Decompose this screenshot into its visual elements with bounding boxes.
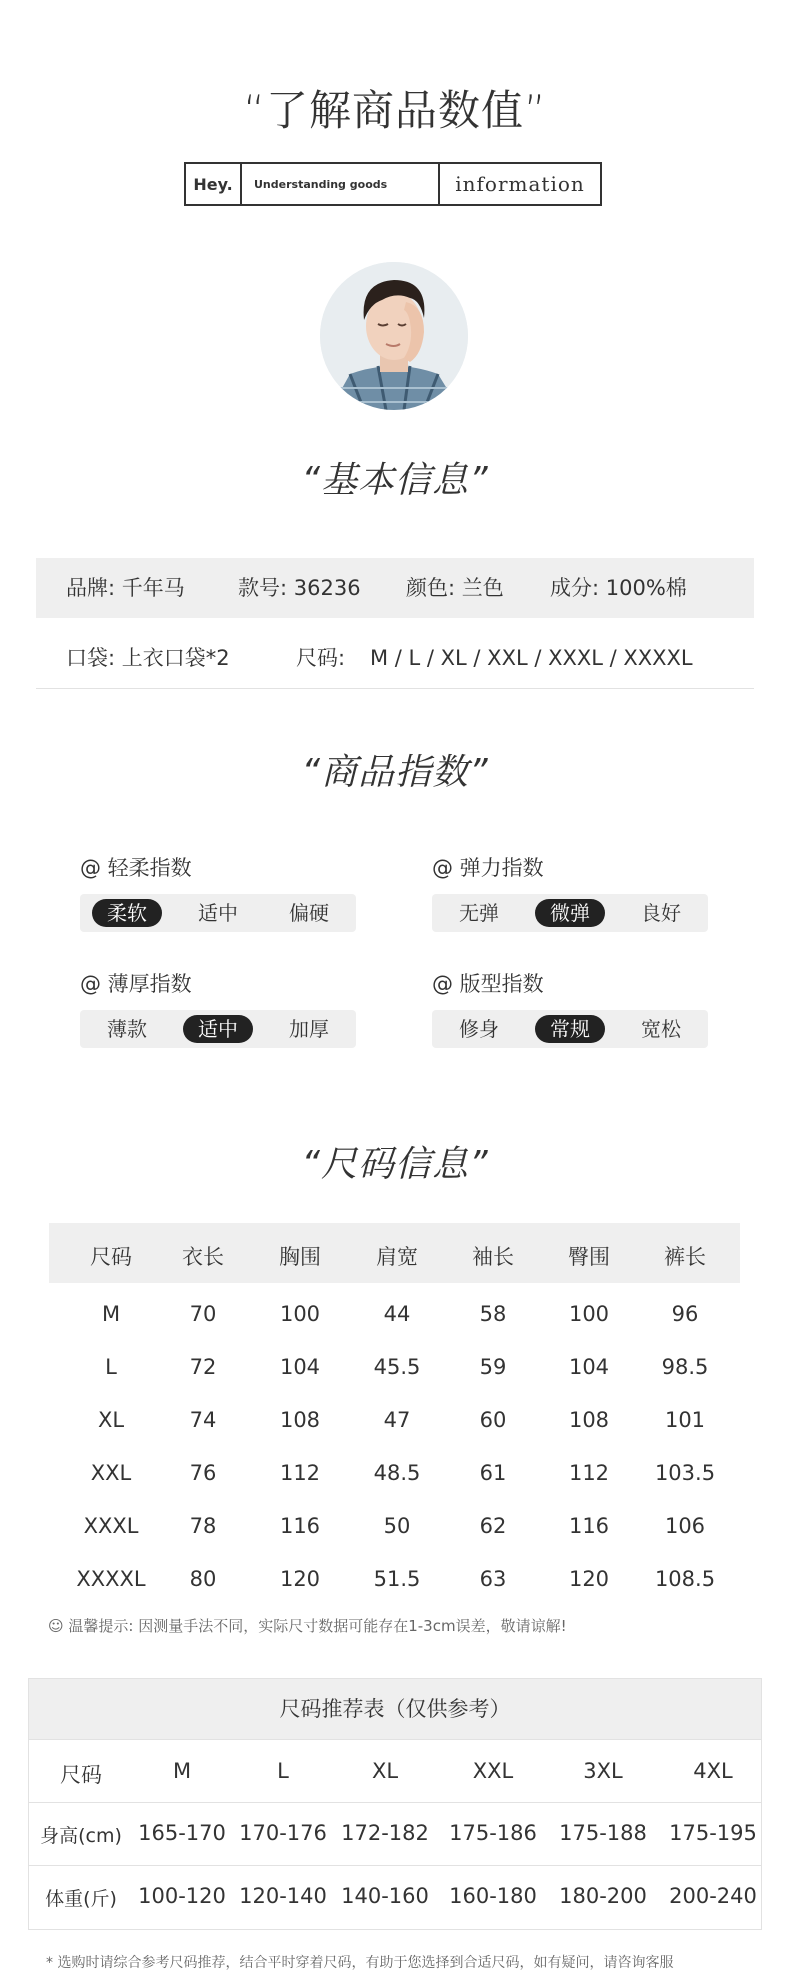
recommendation-cell: 175-186 bbox=[449, 1821, 537, 1845]
recommendation-cell: 180-200 bbox=[559, 1884, 647, 1908]
size-table-cell: 120 bbox=[279, 1567, 321, 1591]
size-table-cell: XL bbox=[97, 1408, 125, 1432]
understanding-label: Understanding goods bbox=[242, 164, 440, 204]
size-table-header-cell: 臀围 bbox=[568, 1245, 610, 1269]
fit-option-slim: 修身 bbox=[459, 1017, 499, 1041]
size-table-header-cell: 胸围 bbox=[279, 1245, 321, 1269]
material-text: 成分: 100%棉 bbox=[550, 576, 687, 600]
size-table-cell: 63 bbox=[479, 1567, 507, 1591]
size-table-cell: 120 bbox=[568, 1567, 610, 1591]
size-table-cell: 112 bbox=[568, 1461, 610, 1485]
size-table-cell: 74 bbox=[189, 1408, 217, 1432]
size-label-text: 尺码: bbox=[296, 646, 346, 670]
recommendation-title: 尺码推荐表（仅供参考） bbox=[29, 1679, 761, 1739]
basic-info-row-1 bbox=[36, 558, 754, 618]
recommendation-cell: 尺码 bbox=[60, 1763, 102, 1787]
footer-note: * 选购时请综合参考尺码推荐，结合平时穿着尺码，有助于您选择到合适尺码，如有疑问，请咨询客服 bbox=[46, 1955, 674, 1971]
elasticity-option-none: 无弹 bbox=[459, 901, 499, 925]
size-table-cell: 101 bbox=[664, 1408, 706, 1432]
recommendation-cell: 身高(cm) bbox=[40, 1825, 122, 1847]
row-divider bbox=[29, 1739, 761, 1740]
recommendation-cell: 172-182 bbox=[341, 1821, 429, 1845]
fit-option-loose: 宽松 bbox=[641, 1017, 681, 1041]
size-table-cell: 61 bbox=[479, 1461, 507, 1485]
size-table-cell: XXXXL bbox=[76, 1567, 146, 1591]
recommendation-cell: 120-140 bbox=[239, 1884, 327, 1908]
recommendation-cell: 体重(斤) bbox=[45, 1888, 117, 1910]
recommendation-cell: 3XL bbox=[583, 1759, 623, 1783]
measurement-tip: ☺ 温馨提示: 因测量手法不同，实际尺寸数据可能存在1-3cm误差，敬请谅解! bbox=[48, 1617, 567, 1635]
size-table-cell: 108.5 bbox=[654, 1567, 716, 1591]
softness-index-bar bbox=[80, 894, 356, 932]
size-table-cell: 76 bbox=[189, 1461, 217, 1485]
size-table-cell: 70 bbox=[189, 1302, 217, 1326]
size-table-header-cell: 衣长 bbox=[182, 1245, 224, 1269]
size-table-cell: 59 bbox=[479, 1355, 507, 1379]
size-table-cell: 112 bbox=[279, 1461, 321, 1485]
thickness-option-thin: 薄款 bbox=[107, 1017, 147, 1041]
fit-index-bar bbox=[432, 1010, 708, 1048]
size-table-cell: 51.5 bbox=[373, 1567, 421, 1591]
recommendation-cell: 170-176 bbox=[239, 1821, 327, 1845]
size-table-header-cell: 尺码 bbox=[90, 1245, 132, 1269]
softness-option-medium: 适中 bbox=[198, 901, 238, 925]
pocket-text: 口袋: 上衣口袋*2 bbox=[66, 646, 230, 670]
brand-text: 品牌: 千年马 bbox=[66, 576, 185, 600]
size-recommendation-table bbox=[28, 1678, 762, 1930]
size-table-cell: 116 bbox=[568, 1514, 610, 1538]
size-table-cell: 104 bbox=[568, 1355, 610, 1379]
size-table-cell: 50 bbox=[383, 1514, 411, 1538]
row-divider bbox=[29, 1865, 761, 1866]
size-table-cell: 72 bbox=[189, 1355, 217, 1379]
size-table-cell: 98.5 bbox=[661, 1355, 709, 1379]
elasticity-option-slight: 微弹 bbox=[535, 899, 605, 927]
size-table-cell: 44 bbox=[383, 1302, 411, 1326]
size-table-cell: 78 bbox=[189, 1514, 217, 1538]
size-table-cell: L bbox=[105, 1355, 117, 1379]
model-avatar bbox=[320, 262, 468, 410]
size-table-cell: M bbox=[101, 1302, 121, 1326]
size-table-cell: 106 bbox=[664, 1514, 706, 1538]
row-divider bbox=[29, 1802, 761, 1803]
fit-option-regular: 常规 bbox=[535, 1015, 605, 1043]
size-table-header-cell: 肩宽 bbox=[376, 1245, 418, 1269]
size-table-cell: 80 bbox=[189, 1567, 217, 1591]
hey-banner bbox=[184, 162, 602, 206]
recommendation-cell: 175-188 bbox=[559, 1821, 647, 1845]
size-table-header-cell: 裤长 bbox=[664, 1245, 706, 1269]
softness-index-label: @ 轻柔指数 bbox=[80, 856, 192, 880]
thickness-index-label: @ 薄厚指数 bbox=[80, 972, 192, 996]
size-table-cell: 60 bbox=[479, 1408, 507, 1432]
elasticity-index-label: @ 弹力指数 bbox=[432, 856, 544, 880]
size-table-cell: 116 bbox=[279, 1514, 321, 1538]
elasticity-index-bar bbox=[432, 894, 708, 932]
basic-info-row-2 bbox=[36, 628, 754, 689]
recommendation-cell: 100-120 bbox=[138, 1884, 226, 1908]
softness-option-hard: 偏硬 bbox=[289, 901, 329, 925]
size-table-cell: 48.5 bbox=[373, 1461, 421, 1485]
size-table-cell: 58 bbox=[479, 1302, 507, 1326]
thickness-option-medium: 适中 bbox=[183, 1015, 253, 1043]
size-range-text: M / L / XL / XXL / XXXL / XXXXL bbox=[370, 646, 693, 670]
size-table-cell: 45.5 bbox=[373, 1355, 421, 1379]
basic-info-title: “基本信息” bbox=[301, 460, 489, 501]
size-table-cell: 108 bbox=[279, 1408, 321, 1432]
recommendation-cell: 4XL bbox=[693, 1759, 733, 1783]
recommendation-cell: 140-160 bbox=[341, 1884, 429, 1908]
recommendation-cell: M bbox=[172, 1759, 192, 1783]
size-table-cell: 47 bbox=[383, 1408, 411, 1432]
size-table-cell: XXL bbox=[90, 1461, 132, 1485]
product-index-title: “商品指数” bbox=[301, 752, 489, 793]
thickness-option-thick: 加厚 bbox=[289, 1017, 329, 1041]
model-number-text: 款号: 36236 bbox=[238, 576, 361, 600]
size-info-title: “尺码信息” bbox=[301, 1144, 489, 1185]
size-table-cell: XXXL bbox=[83, 1514, 139, 1538]
size-table-cell: 96 bbox=[671, 1302, 699, 1326]
size-table-cell: 104 bbox=[279, 1355, 321, 1379]
recommendation-cell: XXL bbox=[472, 1759, 514, 1783]
size-table-cell: 100 bbox=[279, 1302, 321, 1326]
information-label: information bbox=[455, 172, 585, 196]
recommendation-cell: 165-170 bbox=[138, 1821, 226, 1845]
hey-label: Hey. bbox=[186, 164, 242, 204]
color-text: 颜色: 兰色 bbox=[406, 576, 504, 600]
fit-index-label: @ 版型指数 bbox=[432, 972, 544, 996]
size-table-cell: 108 bbox=[568, 1408, 610, 1432]
softness-option-soft: 柔软 bbox=[92, 899, 162, 927]
size-table-cell: 62 bbox=[479, 1514, 507, 1538]
elasticity-option-good: 良好 bbox=[641, 901, 681, 925]
size-table-header-cell: 袖长 bbox=[472, 1245, 514, 1269]
page-title: “了解商品数值” bbox=[243, 86, 547, 135]
recommendation-cell: 200-240 bbox=[669, 1884, 757, 1908]
size-table-cell: 103.5 bbox=[654, 1461, 716, 1485]
size-table-cell: 100 bbox=[568, 1302, 610, 1326]
recommendation-cell: XL bbox=[371, 1759, 399, 1783]
thickness-index-bar bbox=[80, 1010, 356, 1048]
model-portrait-image bbox=[320, 262, 468, 410]
recommendation-cell: L bbox=[277, 1759, 289, 1783]
recommendation-cell: 160-180 bbox=[449, 1884, 537, 1908]
recommendation-cell: 175-195 bbox=[669, 1821, 757, 1845]
